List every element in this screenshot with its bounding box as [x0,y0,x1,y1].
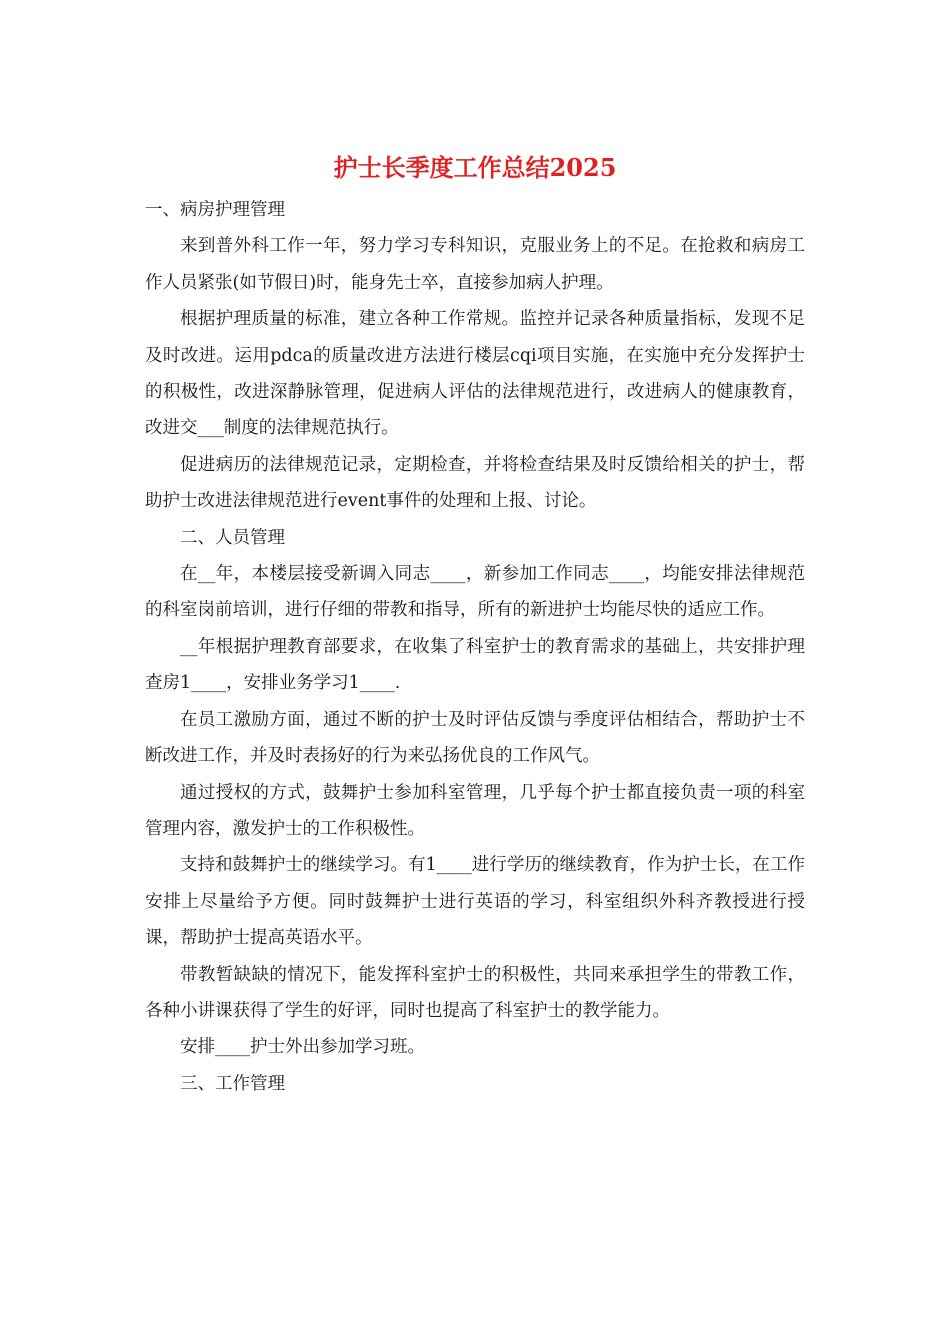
section-heading: 一、病房护理管理 [145,200,285,220]
paragraph: 安排____护士外出参加学习班。 [180,1037,425,1058]
paragraph: 根据护理质量的标准，建立各种工作常规。监控并记录各种质量指标，发现不足及时改进。运用pdca的质量改进方法进行楼层cqi项目实施，在实施中充分发挥护士的积极性，改进深静脉管理，促进病人评估的法律规范进行，改进病人的健康教育，改进交___制度的法律规范执行。 [145,309,805,439]
paragraph: 通过授权的方式，鼓舞护士参加科室管理，几乎每个护士都直接负责一项的科室管理内容，激发护士的工作积极性。 [145,782,805,839]
document-title: 护士长季度工作总结2025 [333,153,617,182]
paragraph: 促进病历的法律规范记录，定期检查，并将检查结果及时反馈给相关的护士，帮助护士改进法律规范进行event事件的处理和上报、讨论。 [145,454,805,512]
paragraph: 在__年，本楼层接受新调入同志____，新参加工作同志____，均能安排法律规范的科室岗前培训，进行仔细的带教和指导，所有的新进护士均能尽快的适应工作。 [145,564,805,621]
paragraph: 支持和鼓舞护士的继续学习。有1____进行学历的继续教育，作为护士长，在工作安排上尽量给予方便。同时鼓舞护士进行英语的学习，科室组织外科齐教授进行授课，帮助护士提高英语水平。 [145,855,805,949]
paragraph: __年根据护理教育部要求，在收集了科室护士的教育需求的基础上，共安排护理查房1____，安排业务学习1____. [145,636,805,694]
paragraph: 带教暂缺缺的情况下，能发挥科室护士的积极性，共同来承担学生的带教工作，各种小讲课获得了学生的好评，同时也提高了科室护士的教学能力。 [145,964,805,1021]
paragraph: 三、工作管理 [180,1073,285,1094]
paragraph: 来到普外科工作一年，努力学习专科知识，克服业务上的不足。在抢救和病房工作人员紧张(如节假日)时，能身先士卒，直接参加病人护理。 [145,236,805,293]
paragraph: 在员工激励方面，通过不断的护士及时评估反馈与季度评估相结合，帮助护士不断改进工作，并及时表扬好的行为来弘扬优良的工作风气。 [145,709,805,767]
paragraph: 二、人员管理 [180,527,285,548]
document-body [145,192,805,1102]
